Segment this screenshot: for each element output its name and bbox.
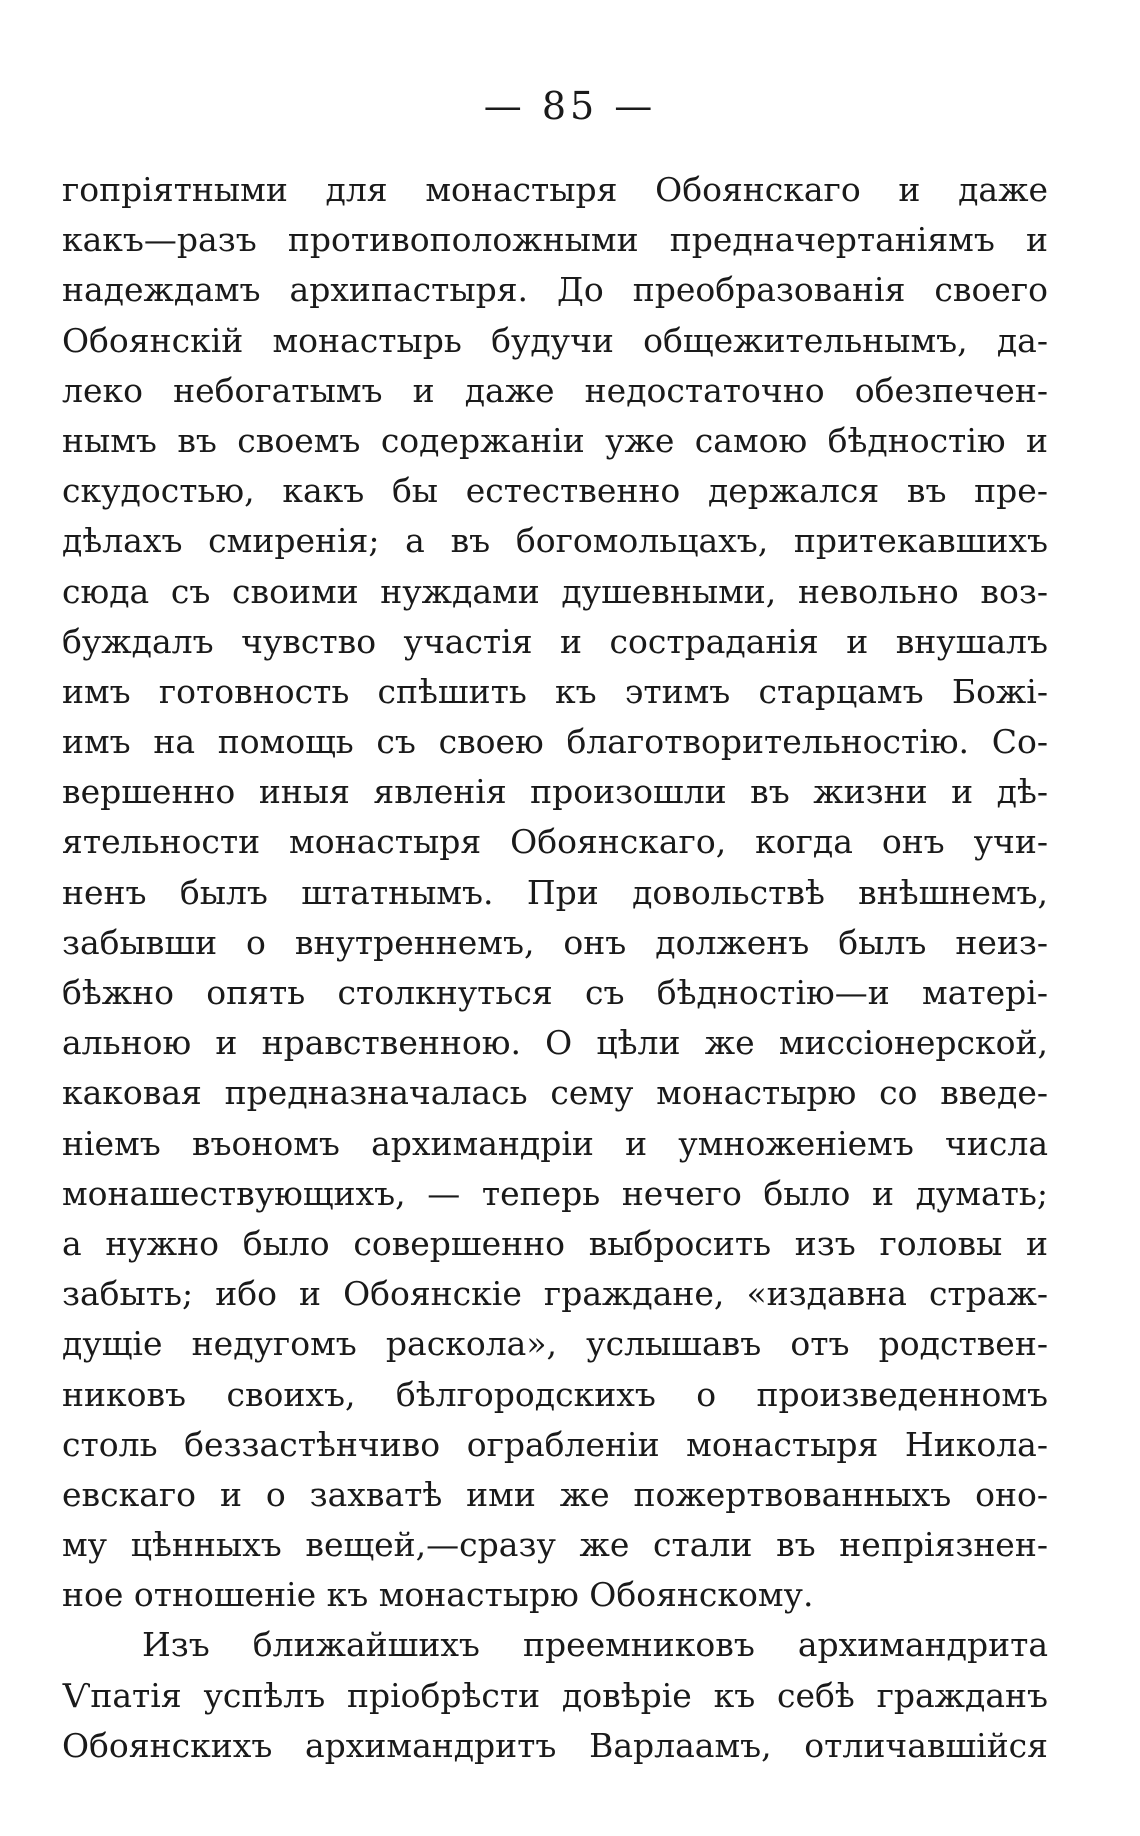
text-line: Изъ ближайшихъ преемниковъ архимандрита: [142, 1625, 1048, 1665]
text-line: бѣжно опять столкнуться съ бѣдностію—и матері-: [62, 973, 1048, 1012]
text-line: ятельности монастыря Обоянскаго, когда онъ учи-: [62, 822, 1048, 862]
text-line: а нужно было совершенно выбросить изъ головы и: [62, 1223, 1048, 1263]
text-line: Ѵпатія успѣлъ пріобрѣсти довѣріе къ себѣ гражданъ: [62, 1675, 1048, 1715]
text-line: скудостью, какъ бы естественно держался въ пре-: [62, 471, 1048, 511]
text-line: нымъ въ своемъ содержаніи уже самою бѣдностію и: [62, 420, 1048, 460]
text-line: му цѣнныхъ вещей,—сразу же стали въ непріязнен-: [62, 1525, 1048, 1565]
text-line: каковая предназначалась сему монастырю со введе-: [62, 1073, 1048, 1113]
text-line: евскаго и о захватѣ ими же пожертвованныхъ оно-: [62, 1474, 1048, 1514]
text-line: ное отношеніе къ монастырю Обоянскому.: [62, 1575, 814, 1615]
text-line: альною и нравственною. О цѣли же миссіонерской,: [62, 1023, 1048, 1063]
text-line: надеждамъ архипастыря. До преобразованія своего: [62, 270, 1048, 310]
text-line: забывши о внутреннемъ, онъ долженъ былъ неиз-: [62, 922, 1048, 962]
text-line: никовъ своихъ, бѣлгородскихъ о произведенномъ: [62, 1374, 1048, 1414]
text-line: сюда съ своими нуждами душевными, невольно воз-: [62, 571, 1048, 611]
body-text: [62, 165, 1048, 1771]
text-line: вершенно иныя явленія произошли въ жизни и дѣ-: [62, 772, 1048, 812]
paragraph-1: [62, 165, 1048, 1620]
text-line: монашествующихъ, — теперь нечего было и думать;: [62, 1173, 1048, 1213]
page-number: — 85 —: [483, 84, 657, 128]
text-line: дущіе недугомъ раскола», услышавъ отъ родствен-: [62, 1324, 1048, 1364]
text-line: гопріятными для монастыря Обоянскаго и даже: [62, 170, 1048, 209]
text-line: буждалъ чувство участія и состраданія и внушалъ: [62, 621, 1048, 661]
text-line: леко небогатымъ и даже недостаточно обезпечен-: [62, 370, 1048, 410]
text-line: какъ—разъ противоположными предначертаніямъ и: [62, 220, 1048, 260]
text-line: имъ на помощь съ своею благотворительностію. Со-: [62, 722, 1048, 762]
text-line: ненъ былъ штатнымъ. При довольствѣ внѣшнемъ,: [62, 872, 1048, 912]
paragraph-2: [62, 1620, 1048, 1771]
text-line: имъ готовность спѣшить къ этимъ старцамъ Божі-: [62, 671, 1048, 711]
text-line: дѣлахъ смиренія; а въ богомольцахъ, притекавшихъ: [62, 521, 1048, 561]
text-line: ніемъ въономъ архимандріи и умноженіемъ числа: [62, 1123, 1048, 1163]
text-line: Обоянскихъ архимандритъ Варлаамъ, отличавшійся: [62, 1725, 1048, 1765]
text-line: столь беззастѣнчиво ограбленіи монастыря Никола-: [62, 1424, 1048, 1464]
text-line: Обоянскій монастырь будучи общежительнымъ, да-: [62, 320, 1048, 360]
text-line: забыть; ибо и Обоянскіе граждане, «издавна страж-: [62, 1274, 1048, 1314]
